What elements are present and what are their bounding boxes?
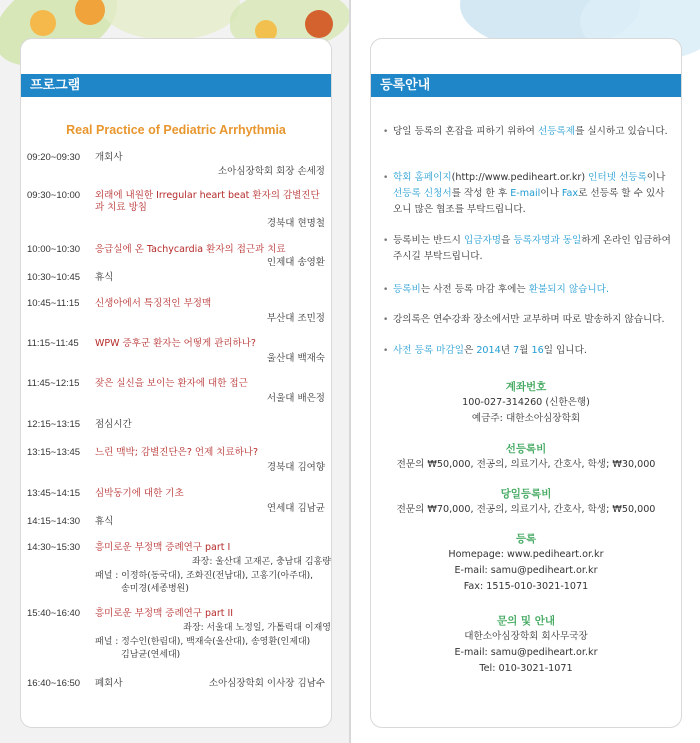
inquiry-tel: Tel: 010-3021-1071 <box>479 663 573 674</box>
bullet-icon: • <box>383 285 389 295</box>
note-text: 이나 <box>646 172 666 183</box>
registration-note <box>383 343 671 359</box>
bullet-icon: • <box>383 315 389 325</box>
program-chair: 좌장: 서울대 노정일, 가톨릭대 이재영 <box>183 623 331 633</box>
onsite-fee-amounts: 전문의 ₩70,000, 전공의, 의료기사, 간호사, 학생; ₩50,000 <box>396 504 656 515</box>
program-chair: 좌장: 울산대 고재곤, 충남대 김홍량 <box>191 557 331 567</box>
highlighted-text: 등록비 <box>393 284 421 295</box>
program-topic: 외래에 내원한 Irregular heart beat 환자의 감별진단과 치료 방침 <box>95 190 320 213</box>
program-time: 09:20~09:30 <box>27 152 81 163</box>
program-topic: 심박동기에 대한 기초 <box>95 488 184 499</box>
bullet-icon: • <box>383 236 389 246</box>
highlighted-text: 환불되지 않습니다. <box>528 284 609 295</box>
bullet-icon: • <box>383 346 389 356</box>
program-speaker: 소아심장학회 이사장 김남수 <box>208 678 325 689</box>
program-time: 15:40~16:40 <box>27 608 81 619</box>
note-text: 을 <box>501 235 514 246</box>
program-topic: WPW 증후군 환자는 어떻게 관리하나? <box>95 338 256 349</box>
program-topic: 흥미로운 부정맥 증례연구 part II <box>95 608 234 619</box>
program-topic: 개회사 <box>95 152 123 163</box>
highlighted-text: 선등록 신청서 <box>393 188 452 199</box>
program-time: 14:30~15:30 <box>27 542 81 553</box>
program-time: 13:15~13:45 <box>27 447 81 458</box>
onsite-fee-heading: 당일등록비 <box>500 488 552 500</box>
note-text: 일 입니다. <box>543 345 587 356</box>
registration-note <box>383 170 671 218</box>
account-number: 100-027-314260 (신한은행) <box>462 397 590 408</box>
fruit-decoration <box>305 10 333 38</box>
program-time: 11:45~12:15 <box>27 378 80 389</box>
pre-fee-heading: 선등록비 <box>505 443 547 455</box>
note-text: 를 작성 한 후 <box>451 188 511 199</box>
note-text: 로 선등록 할 수 있사오니 많은 협조를 부탁드립니다. <box>393 188 665 215</box>
note-text: 강의록은 연수강좌 장소에서만 교부하며 따로 발송하지 않습니다. <box>393 314 665 325</box>
note-text: 등록비는 반드시 <box>393 235 464 246</box>
highlighted-text: 2014 <box>476 345 501 356</box>
registration-note <box>383 124 671 140</box>
program-time: 16:40~16:50 <box>27 678 81 689</box>
program-topic: 신생아에서 특징적인 부정맥 <box>95 298 212 309</box>
fax-line: Fax: 1515-010-3021-1071 <box>463 581 589 592</box>
program-speaker: 서울대 배은정 <box>266 393 325 404</box>
inquiry-heading: 문의 및 안내 <box>496 615 556 627</box>
program-time: 13:45~14:15 <box>27 488 81 499</box>
account-heading: 계좌번호 <box>505 381 547 393</box>
program-panel-line: 패널 : 정수인(한림대), 백재숙(울산대), 송영환(인제대) <box>95 637 311 647</box>
program-speaker: 경북대 현명철 <box>266 218 325 229</box>
email-line: E-mail: samu@pediheart.or.kr <box>454 565 598 576</box>
program-time: 12:15~13:15 <box>27 419 81 430</box>
registration-note <box>383 312 671 328</box>
inquiry-org: 대한소아심장학회 회사무국장 <box>464 631 588 642</box>
bullet-icon: • <box>383 127 389 137</box>
pre-fee-amounts: 전문의 ₩50,000, 전공의, 의료기사, 간호사, 학생; ₩30,000 <box>396 459 656 470</box>
program-time: 10:00~10:30 <box>27 244 81 255</box>
note-text: 년 <box>500 345 514 356</box>
program-topic: 응급실에 온 Tachycardia 환자의 접근과 치료 <box>95 244 286 255</box>
highlighted-text: 16 <box>531 345 544 356</box>
program-speaker: 연세대 김남균 <box>266 503 325 514</box>
program-title: Real Practice of Pediatric Arrhythmia <box>66 123 286 137</box>
registration-section-header: 등록안내 <box>371 74 681 97</box>
note-text: 는 사전 등록 마감 후에는 <box>420 284 529 295</box>
register-contact <box>371 531 681 595</box>
note-text: 이나 <box>540 188 562 199</box>
program-topic: 흥미로운 부정맥 증례연구 part I <box>95 542 231 553</box>
registration-note-text <box>383 282 671 298</box>
program-time: 10:30~10:45 <box>27 272 81 283</box>
highlighted-text: 사전 등록 마감일 <box>393 345 464 356</box>
program-topic: 점심시간 <box>95 419 132 430</box>
program-topic: 휴식 <box>95 516 114 527</box>
program-speaker: 부산대 조민정 <box>266 313 325 324</box>
highlighted-text: 입금자명 <box>463 235 502 246</box>
registration-note-text <box>383 124 671 140</box>
highlighted-text: 7 <box>513 345 520 356</box>
program-speaker: 소아심장학회 회장 손세정 <box>218 166 325 177</box>
registration-panel <box>370 38 682 728</box>
program-topic: 폐회사 <box>95 678 123 689</box>
program-panel-line: 패널 : 이정하(동국대), 조화진(전남대), 고홍기(아주대), <box>95 571 314 581</box>
account-info <box>371 379 681 427</box>
program-panel-line: 송미경(세종병원) <box>121 584 189 594</box>
note-text: 를 실시하고 있습니다. <box>575 126 668 137</box>
registration-note <box>383 282 671 298</box>
program-panel-line: 김남균(연세대) <box>121 650 181 660</box>
right-page <box>350 0 700 743</box>
onsite-registration-fee <box>371 486 681 518</box>
program-speaker: 울산대 백재숙 <box>266 353 325 364</box>
note-text: 월 <box>519 345 532 356</box>
highlighted-text: E-mail <box>510 188 541 199</box>
registration-note-text <box>383 233 671 265</box>
highlighted-text: 등록자명과 동일 <box>513 235 582 246</box>
program-time: 14:15~14:30 <box>27 516 81 527</box>
program-topic: 느린 맥박; 감별진단은? 언제 치료하나? <box>95 447 259 458</box>
homepage-line: Homepage: www.pediheart.or.kr <box>448 549 604 560</box>
program-speaker: 인제대 송영환 <box>266 257 325 268</box>
highlighted-text: Fax <box>561 188 579 199</box>
account-holder: 예금주: 대한소아심장학회 <box>471 413 581 424</box>
inquiry-info <box>371 613 681 677</box>
note-text: (http://www.pediheart.or.kr) <box>451 172 589 183</box>
program-time: 09:30~10:00 <box>27 190 81 201</box>
register-heading: 등록 <box>515 533 537 545</box>
page-fold-divider <box>349 0 351 743</box>
highlighted-text: 선등록제 <box>538 126 576 137</box>
registration-note <box>383 233 671 265</box>
program-panel <box>20 38 332 728</box>
highlighted-text: 인터넷 선등록 <box>588 172 647 183</box>
bullet-icon: • <box>383 173 389 183</box>
registration-note-text <box>383 312 671 328</box>
fruit-decoration <box>30 10 56 36</box>
note-text: 당일 등록의 혼잡을 피하기 위하여 <box>393 126 538 137</box>
pre-registration-fee <box>371 441 681 473</box>
inquiry-email: E-mail: samu@pediheart.or.kr <box>454 647 598 658</box>
registration-note-text <box>383 170 671 218</box>
leaf-decoration <box>100 0 240 40</box>
program-time: 11:15~11:45 <box>27 338 79 349</box>
program-time: 10:45~11:15 <box>27 298 80 309</box>
program-topic: 잦은 실신을 보이는 환자에 대한 접근 <box>95 378 248 389</box>
highlighted-text: 학회 홈페이지 <box>393 172 452 183</box>
program-topic: 휴식 <box>95 272 114 283</box>
program-section-header: 프로그램 <box>21 74 331 97</box>
registration-note-text <box>383 343 671 359</box>
note-text: 하게 온라인 입금하여 주시길 부탁드립니다. <box>393 235 671 262</box>
note-text: 은 <box>463 345 477 356</box>
program-speaker: 경북대 김여향 <box>266 462 325 473</box>
